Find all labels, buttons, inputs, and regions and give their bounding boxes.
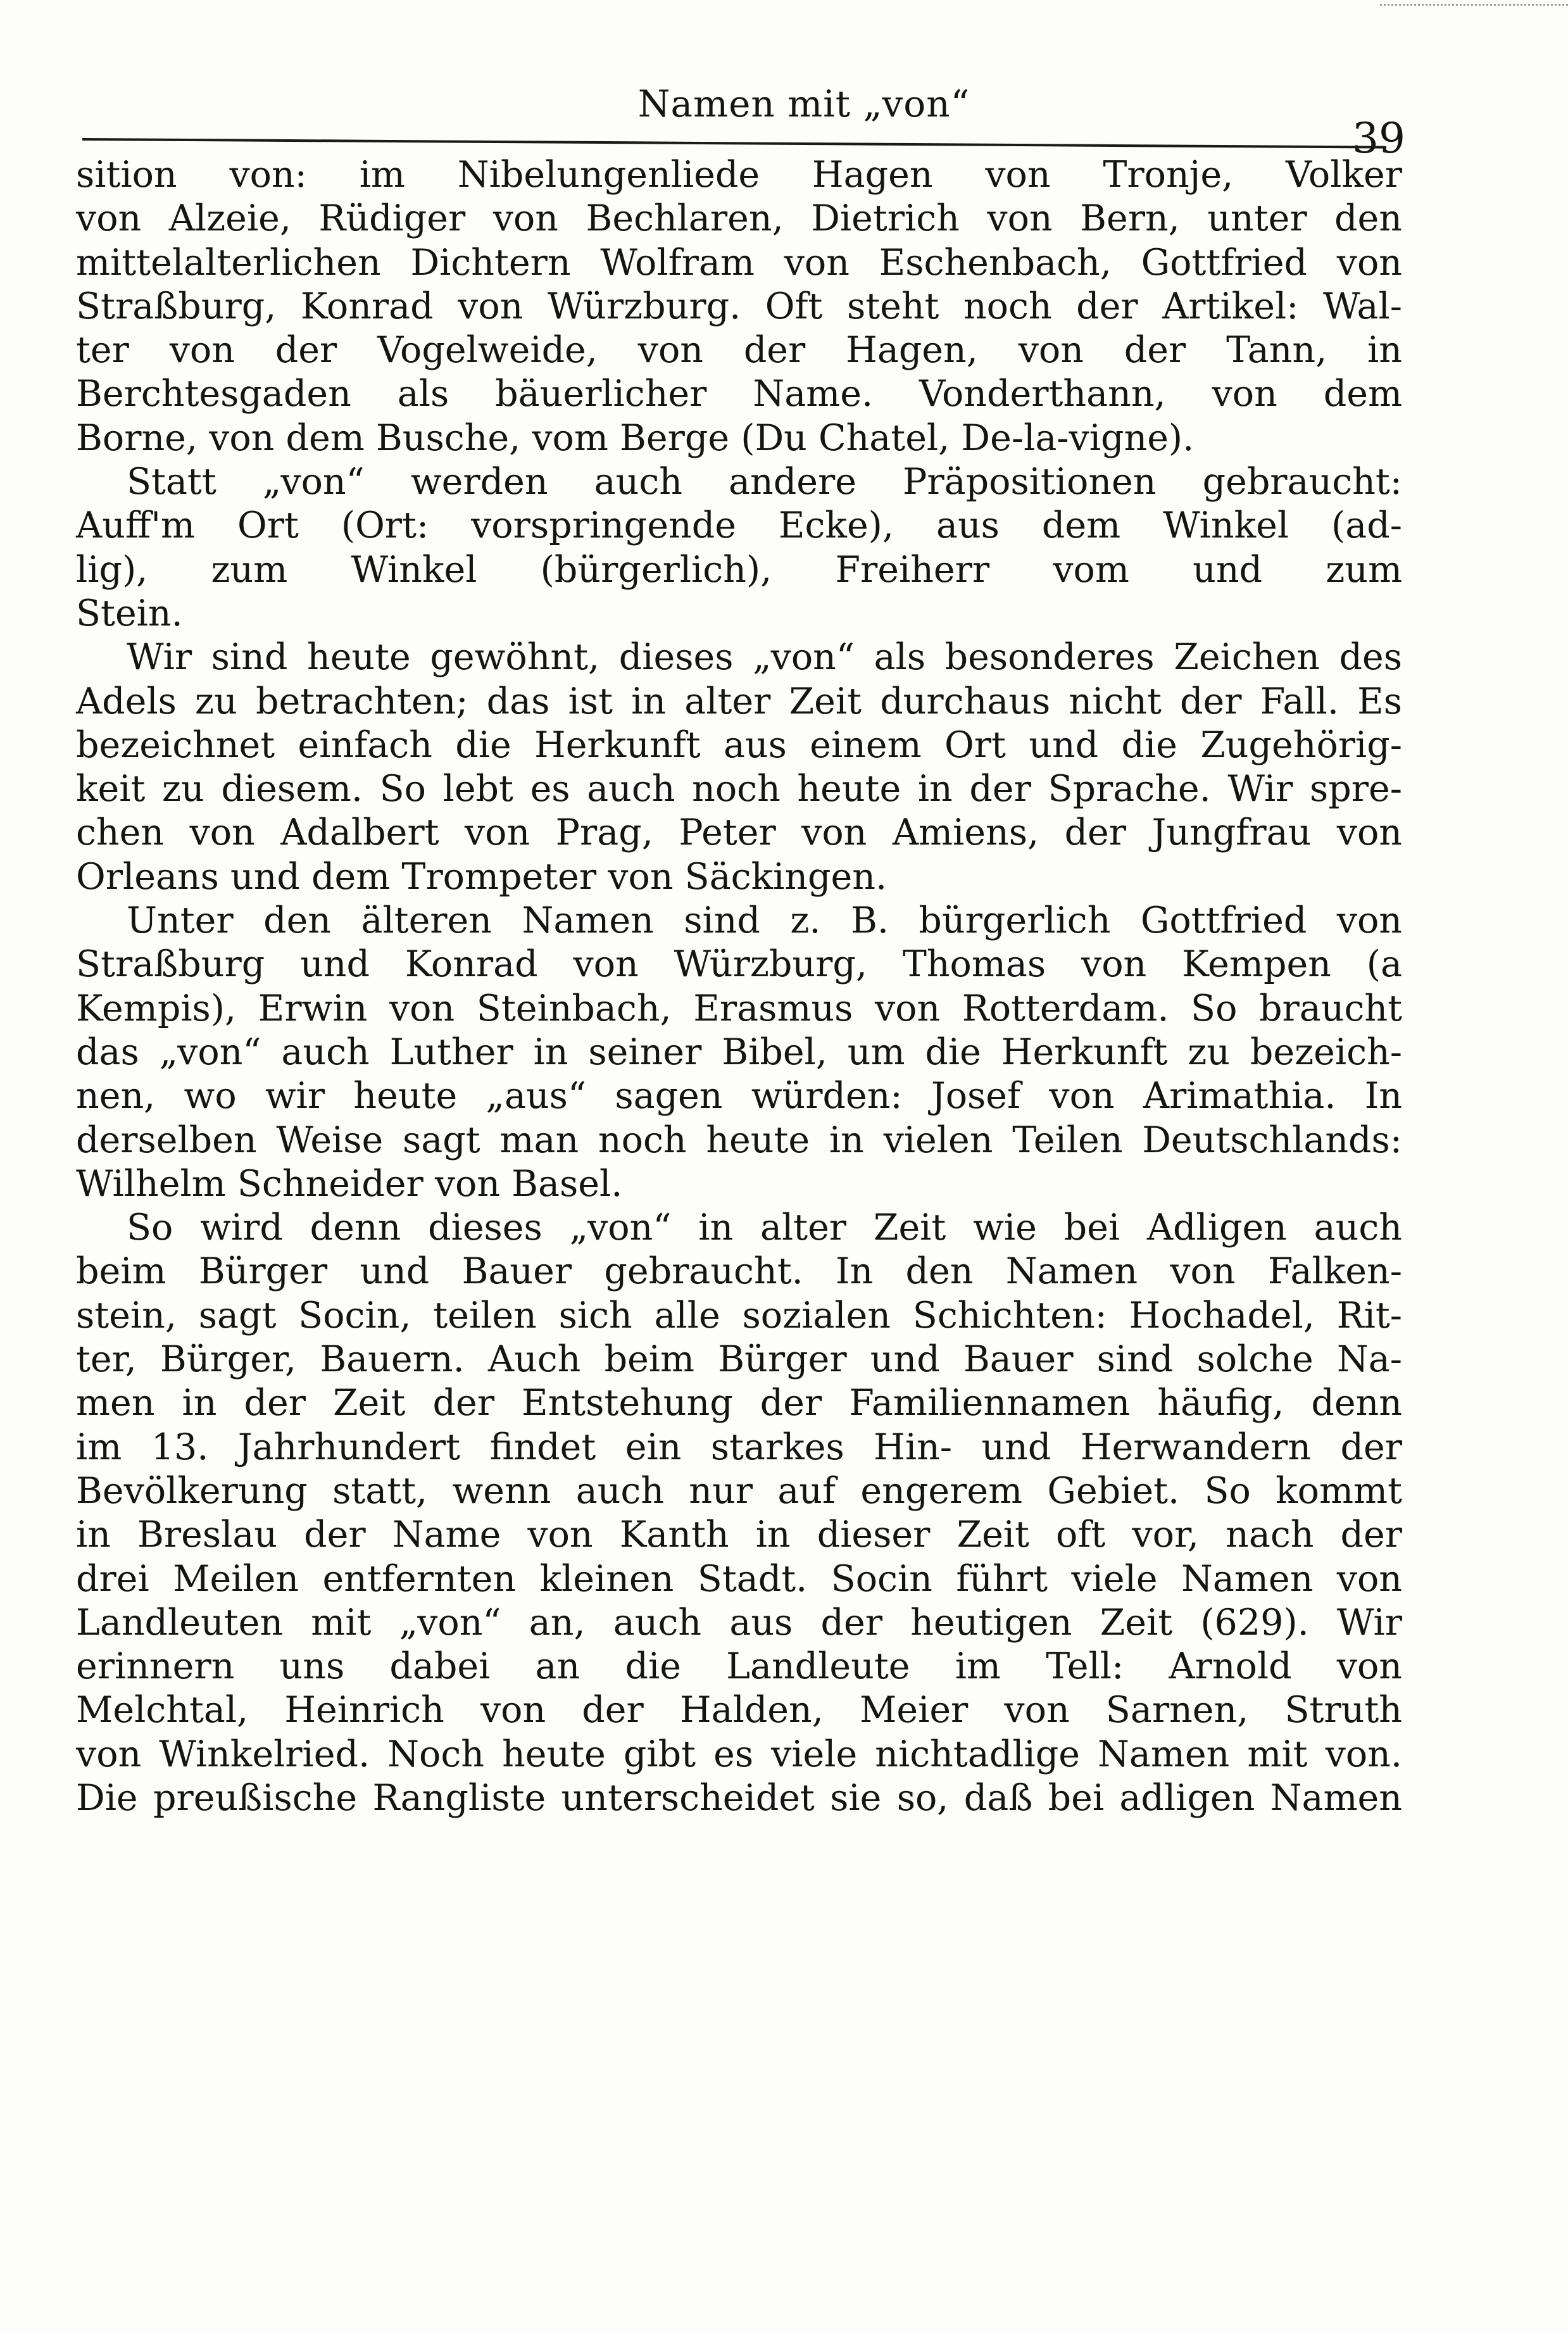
text-line: Melchtal, Heinrich von der Halden, Meier von Sarnen, Struth	[76, 1689, 1402, 1732]
text-line: im 13. Jahrhundert findet ein starkes Hin- und Herwandern der	[76, 1426, 1402, 1468]
running-head: Namen mit „von“	[637, 82, 970, 125]
text-line: von Winkelried. Noch heute gibt es viele nichtadlige Namen mit von.	[76, 1733, 1402, 1775]
paragraph-start-line: So wird denn dieses „von“ in alter Zeit wie bei Adligen auch	[127, 1207, 1402, 1249]
text-line: mittelalterlichen Dichtern Wolfram von Eschenbach, Gottfried von	[76, 241, 1402, 284]
text-line: Orleans und dem Trompeter von Säckingen.	[76, 855, 887, 898]
text-line: Bevölkerung statt, wenn auch nur auf engerem Gebiet. So kommt	[76, 1469, 1402, 1512]
text-line: Berchtesgaden als bäuerlicher Name. Vonderthann, von dem	[76, 373, 1402, 415]
page-number: 39	[1352, 114, 1405, 163]
text-line: stein, sagt Socin, teilen sich alle sozialen Schichten: Hochadel, Rit-	[76, 1294, 1402, 1336]
text-line: Borne, von dem Busche, vom Berge (Du Chatel, De-la-vigne).	[76, 417, 1195, 459]
text-line: lig), zum Winkel (bürgerlich), Freiherr vom und zum	[76, 548, 1402, 591]
text-line: Stein.	[76, 592, 183, 634]
paragraph-start-line: Wir sind heute gewöhnt, dieses „von“ als besonderes Zeichen des	[127, 636, 1402, 679]
text-line: Kempis), Erwin von Steinbach, Erasmus von Rotterdam. So braucht	[76, 987, 1402, 1029]
text-line: ter, Bürger, Bauern. Auch beim Bürger und Bauer sind solche Na-	[76, 1338, 1402, 1381]
text-line: Landleuten mit „von“ an, auch aus der heutigen Zeit (629). Wir	[76, 1601, 1402, 1644]
text-line: Adels zu betrachten; das ist in alter Zeit durchaus nicht der Fall. Es	[76, 680, 1402, 722]
paragraph-start-line: Statt „von“ werden auch andere Präpositionen gebraucht:	[127, 461, 1402, 503]
paragraph-start-line: Unter den älteren Namen sind z. B. bürgerlich Gottfried von	[127, 900, 1402, 942]
text-line: in Breslau der Name von Kanth in dieser Zeit oft vor, nach der	[76, 1514, 1402, 1556]
text-line: derselben Weise sagt man noch heute in vielen Teilen Deutschlands:	[76, 1119, 1402, 1161]
text-line: ter von der Vogelweide, von der Hagen, von der Tann, in	[76, 329, 1402, 372]
text-line: chen von Adalbert von Prag, Peter von Amiens, der Jungfrau von	[76, 812, 1402, 854]
text-line: Wilhelm Schneider von Basel.	[76, 1162, 623, 1205]
text-line: sition von: im Nibelungenliede Hagen von Tronje, Volker	[76, 154, 1402, 196]
text-line: men in der Zeit der Entstehung der Familiennamen häufig, denn	[76, 1382, 1402, 1424]
text-line: Auff'm Ort (Ort: vorspringende Ecke), aus dem Winkel (ad-	[76, 505, 1402, 547]
text-line: beim Bürger und Bauer gebraucht. In den Namen von Falken-	[76, 1250, 1402, 1293]
scan-edge-mark	[1380, 4, 1568, 6]
text-line: Straßburg, Konrad von Würzburg. Oft steht noch der Artikel: Wal-	[76, 285, 1402, 327]
text-line: bezeichnet einfach die Herkunft aus einem Ort und die Zugehörig-	[76, 724, 1402, 766]
text-line: Die preußische Rangliste unterscheidet sie so, daß bei adligen Namen	[76, 1776, 1402, 1819]
text-line: von Alzeie, Rüdiger von Bechlaren, Dietrich von Bern, unter den	[76, 198, 1402, 240]
text-line: drei Meilen entfernten kleinen Stadt. Socin führt viele Namen von	[76, 1557, 1402, 1600]
text-line: nen, wo wir heute „aus“ sagen würden: Josef von Arimathia. In	[76, 1075, 1402, 1117]
body-text	[76, 153, 1402, 1820]
text-line: Straßburg und Konrad von Würzburg, Thomas von Kempen (a	[76, 943, 1402, 986]
text-line: keit zu diesem. So lebt es auch noch heute in der Sprache. Wir spre-	[76, 768, 1402, 810]
header-rule	[82, 138, 1386, 149]
text-line: das „von“ auch Luther in seiner Bibel, um die Herkunft zu bezeich-	[76, 1031, 1402, 1073]
text-line: erinnern uns dabei an die Landleute im Tell: Arnold von	[76, 1645, 1402, 1688]
